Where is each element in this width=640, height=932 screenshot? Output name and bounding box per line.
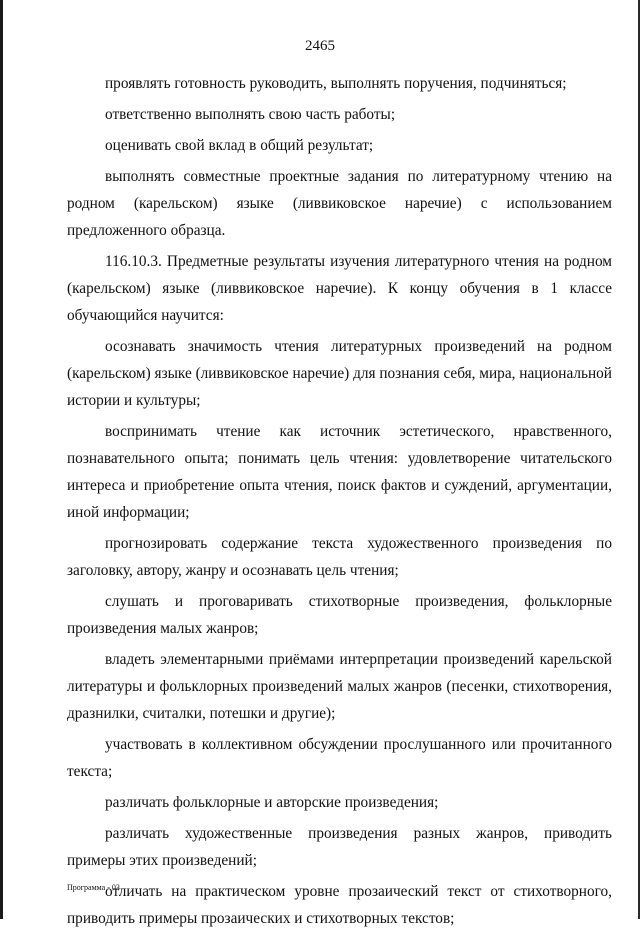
paragraph: оценивать свой вклад в общий результат; xyxy=(105,137,374,154)
footer-label: Программа - 03 xyxy=(67,883,120,892)
paragraph: участвовать в коллективном обсуждении прослушанного или прочитанного текста; xyxy=(67,736,612,780)
paragraph: проявлять готовность руководить, выполнять поручения, подчиняться; xyxy=(105,75,567,92)
paragraph: прогнозировать содержание текста художественного произведения по заголовку, автору, жанру и осознавать цель чтения; xyxy=(67,535,612,579)
paragraph: различать художественные произведения разных жанров, приводить примеры этих произведений; xyxy=(67,825,612,869)
paragraph: осознавать значимость чтения литературных произведений на родном (карельском) языке (ливвиковское наречие) для познания себя, мира, национальной истории и культуры; xyxy=(67,338,612,409)
paragraph: воспринимать чтение как источник эстетического, нравственного, познавательного опыта; понимать цель чтения: удовлетворение читательского интереса и приобретение опыта чтения, поиск фактов и суждений, аргументации, иной информации; xyxy=(67,423,612,521)
document-body xyxy=(67,70,612,932)
paragraph: слушать и проговаривать стихотворные произведения, фольклорные произведения малых жанров; xyxy=(67,593,612,637)
section-heading-paragraph: 116.10.3. Предметные результаты изучения литературного чтения на родном (карельском) языке (ливвиковское наречие). К концу обучения в 1 классе обучающийся научится: xyxy=(67,253,612,324)
paragraph: выполнять совместные проектные задания по литературному чтению на родном (карельском) языке (ливвиковское наречие) с использованием предложенного образца. xyxy=(67,168,612,239)
paragraph: ответственно выполнять свою часть работы; xyxy=(105,106,396,123)
scan-left-edge xyxy=(0,0,3,919)
paragraph: владеть элементарными приёмами интерпретации произведений карельской литературы и фольклорных произведений малых жанров (песенки, стихотворения, дразнилки, считалки, потешки и другие); xyxy=(67,651,612,722)
paragraph: различать фольклорные и авторские произведения; xyxy=(105,794,439,811)
paragraph: отличать на практическом уровне прозаический текст от стихотворного, приводить примеры прозаических и стихотворных текстов; xyxy=(67,883,612,927)
page-number: 2465 xyxy=(305,38,335,54)
